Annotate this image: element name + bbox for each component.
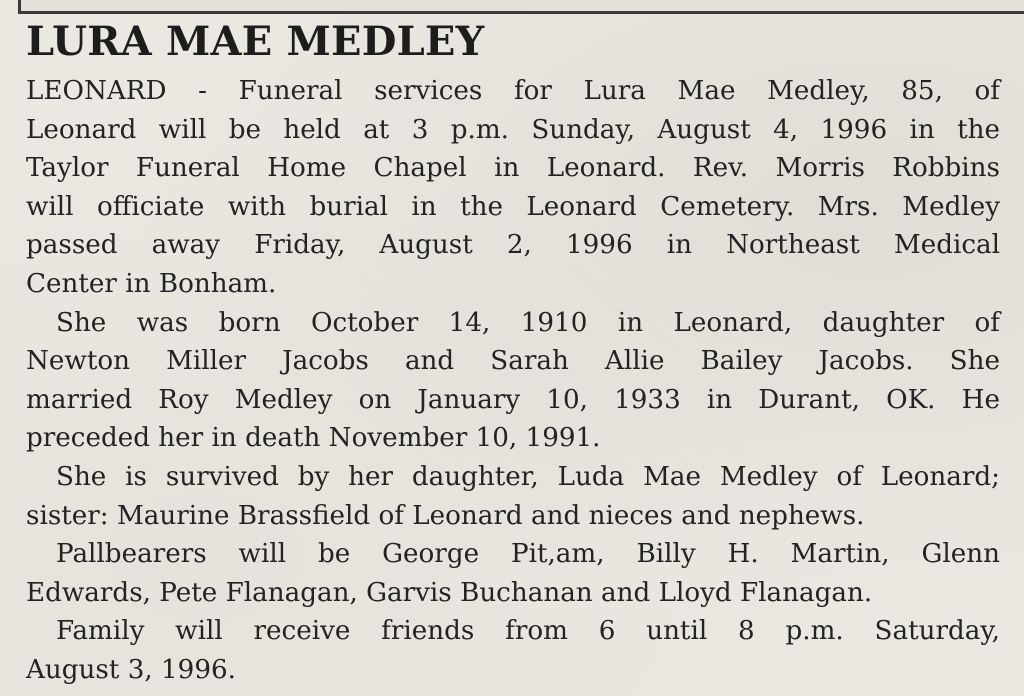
- text-line: Leonard will be held at 3 p.m. Sunday, August 4, 1996 in the: [26, 114, 1000, 145]
- text-line: sister: Maurine Brassfield of Leonard and nieces and nephews.: [26, 500, 865, 531]
- text-line: August 3, 1996.: [26, 654, 236, 685]
- text-line: will officiate with burial in the Leonard Cemetery. Mrs. Medley: [26, 191, 1000, 222]
- text-line: Center in Bonham.: [26, 268, 277, 299]
- top-border-rule: [18, 0, 1024, 14]
- text-line: Taylor Funeral Home Chapel in Leonard. Rev. Morris Robbins: [26, 153, 1000, 184]
- text-line: preceded her in death November 10, 1991.: [26, 423, 601, 454]
- text-line: Edwards, Pete Flanagan, Garvis Buchanan and Lloyd Flanagan.: [26, 577, 873, 608]
- obituary-body: [26, 72, 1000, 690]
- text-line: She is survived by her daughter, Luda Mae Medley of Leonard;: [56, 461, 1000, 492]
- text-line: married Roy Medley on January 10, 1933 in Durant, OK. He: [26, 384, 1000, 415]
- text-line: LEONARD - Funeral services for Lura Mae Medley, 85, of: [26, 76, 1000, 106]
- obituary-headline: LURA MAE MEDLEY: [26, 18, 485, 65]
- text-line: She was born October 14, 1910 in Leonard, daughter of: [56, 307, 1000, 338]
- text-line: Pallbearers will be George Pit,am, Billy H. Martin, Glenn: [56, 539, 1000, 570]
- text-line: Newton Miller Jacobs and Sarah Allie Bailey Jacobs. She: [26, 346, 1000, 377]
- text-line: Family will receive friends from 6 until 8 p.m. Saturday,: [56, 616, 1000, 647]
- text-line: passed away Friday, August 2, 1996 in Northeast Medical: [26, 230, 1000, 261]
